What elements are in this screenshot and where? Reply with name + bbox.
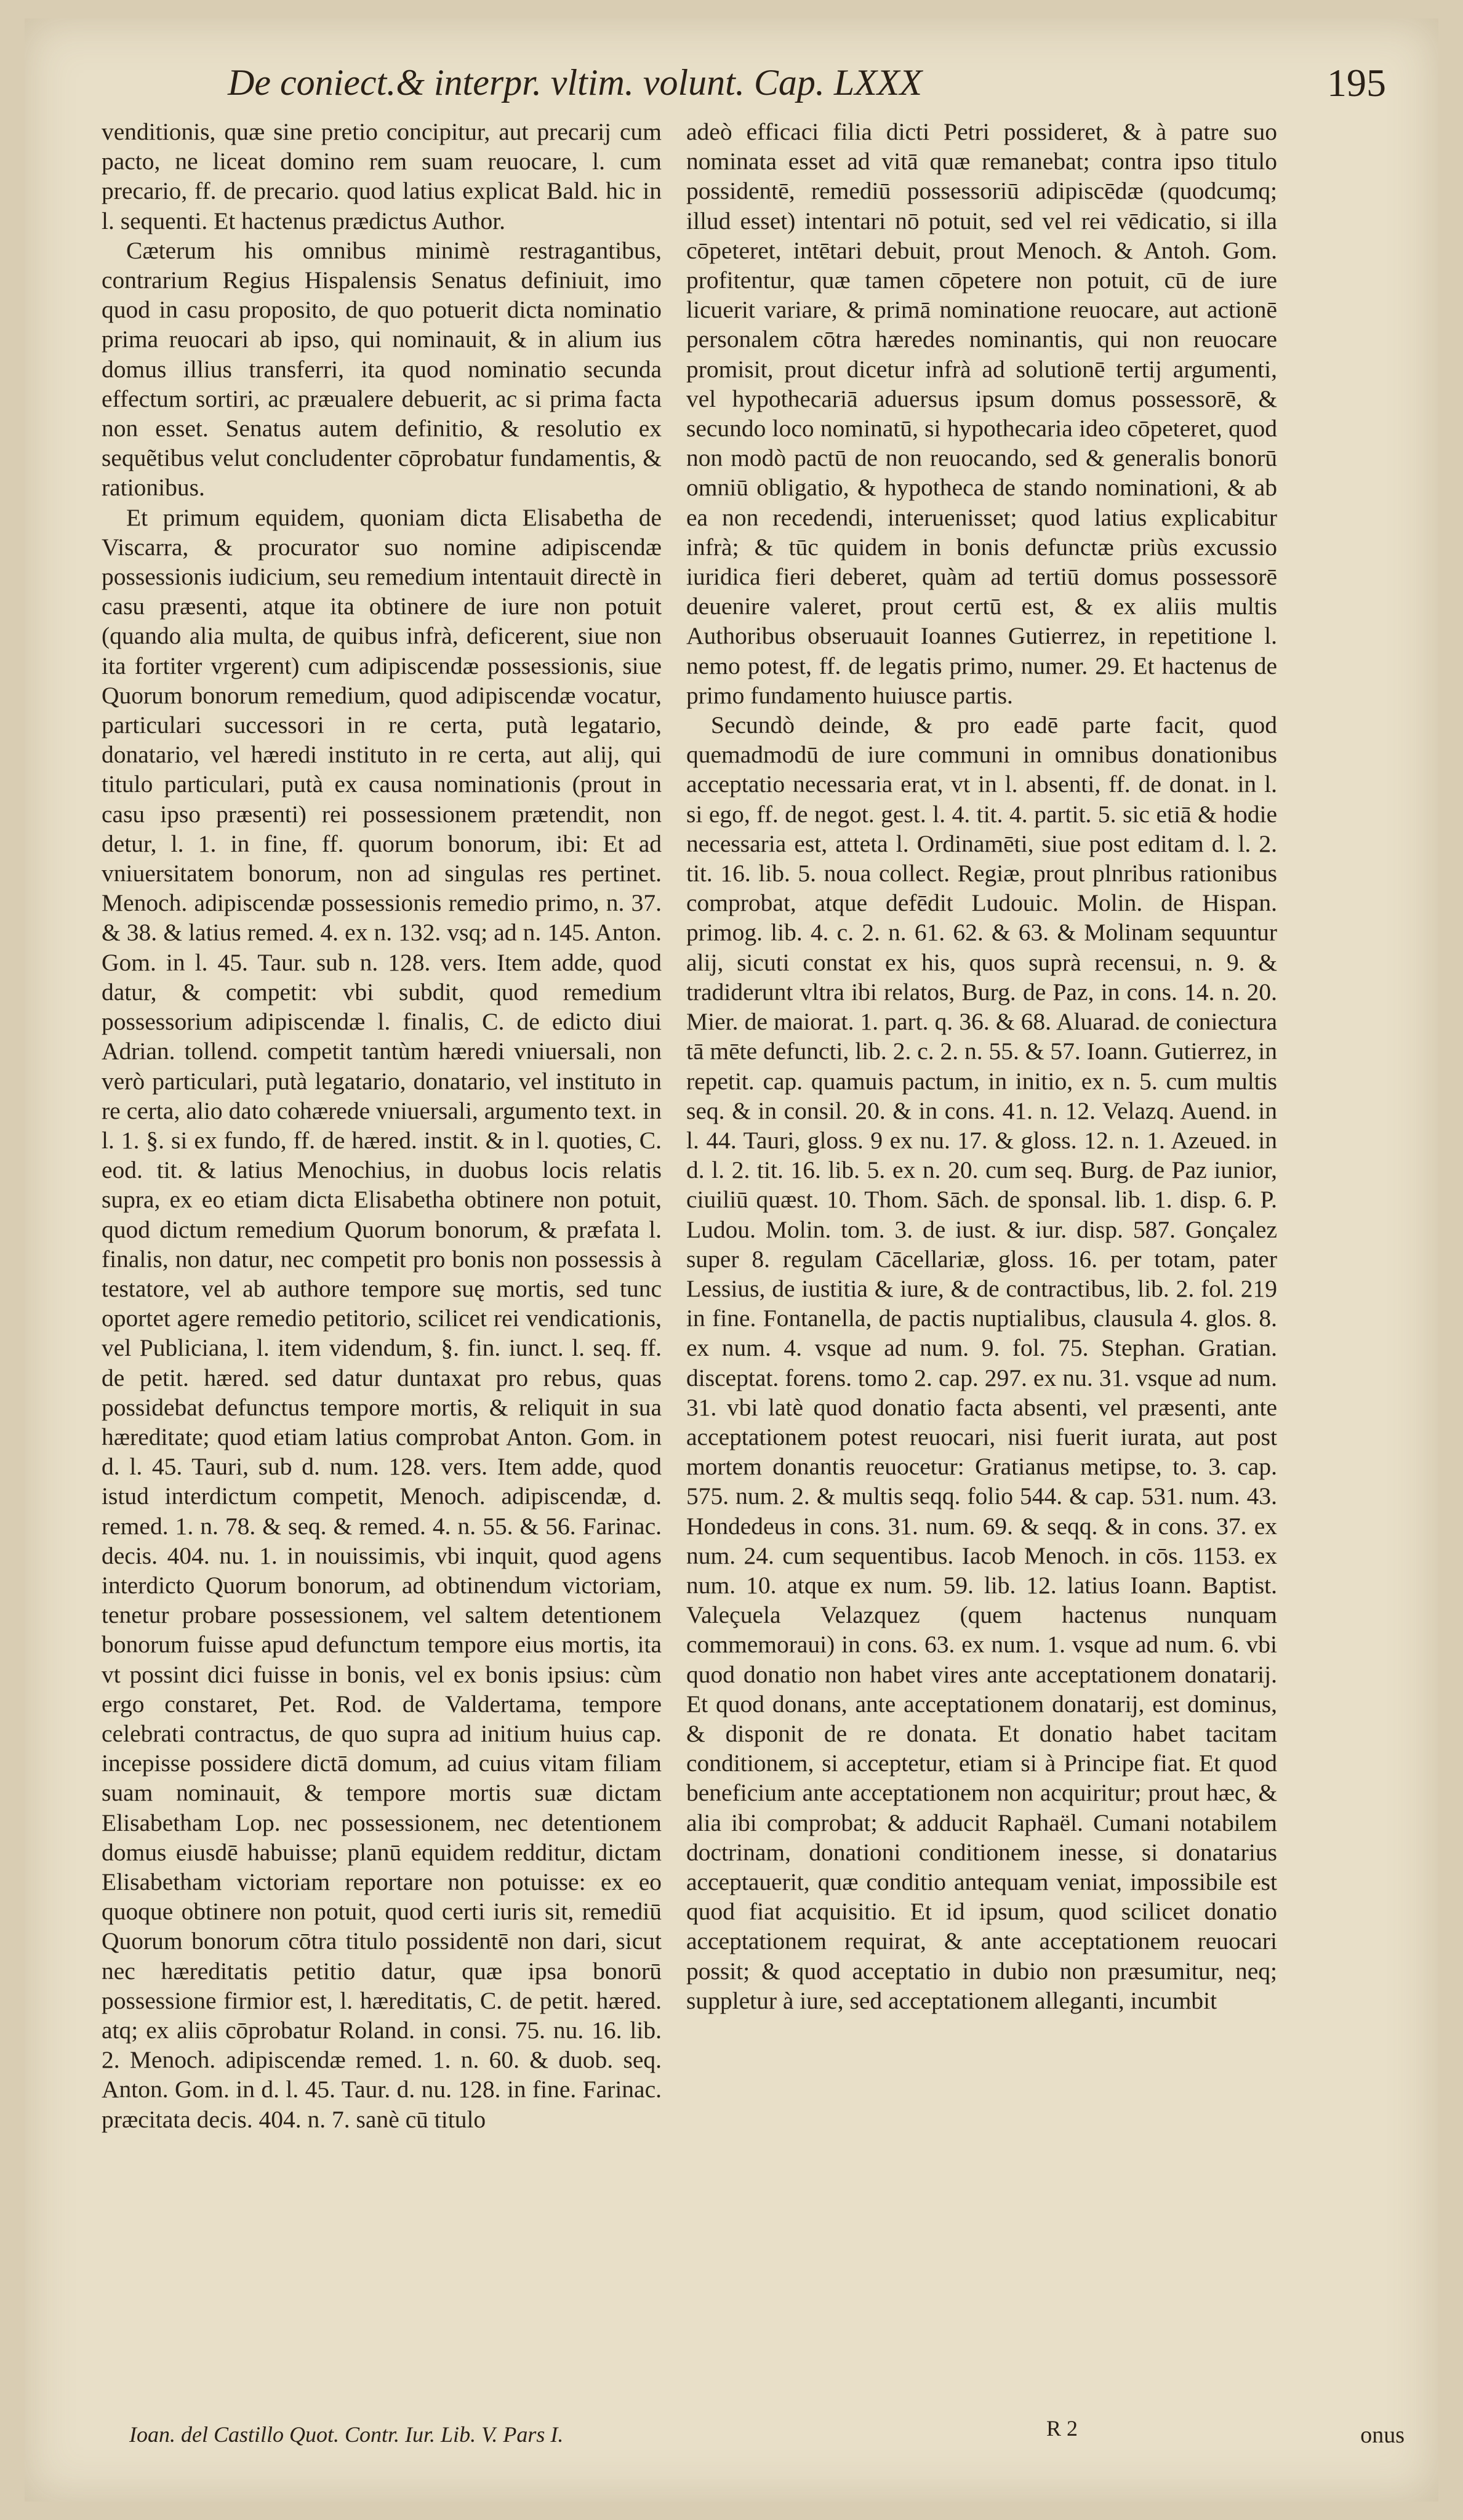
left-paragraph: Et primum equidem, quoniam dicta Elisabetha de Viscarra, & procurator suo nomine adipiscendæ possessionis iudicium, seu remedium intentauit directè in casu præsenti, atque ita obtinere de iure non potuit (quando alia multa, de quibus infrà, deficerent, siue non ita fortiter vrgerent) cum adipiscendæ possessionis, siue Quorum bonorum remedium, quod adipiscendæ vocatur, particulari successori in re certa, putà legatario, donatario, vel hæredi instituto in re certa, aut alij, qui titulo particulari, putà ex causa nominationis (prout in casu ipso præsenti) rei possessionem prætendit, non detur, l. 1. in fine, ff. quorum bonorum, ibi: Et ad vniuersitatem bonorum, non ad singulas res pertinet. Menoch. adipiscendæ possessionis remedio primo, n. 37. & 38. & latius remed. 4. ex n. 132. vsq; ad n. 145. Anton. Gom. in l. 45. Taur. sub n. 128. vers. Item adde, quod datur, & competit: vbi subdit, quod remedium possessorium adipiscendæ l. finalis, C. de edicto diui Adrian. tollend. competit tantùm hæredi vniuersali, non verò particulari, putà legatario, donatario, vel instituto in re certa, alio dato cohærede vniuersali, argumento text. in l. 1. §. si ex fundo, ff. de hæred. instit. & in l. quoties, C. eod. tit. & latius Menochius, in duobus locis relatis supra, ex eo etiam dicta Elisabetha obtinere non potuit, quod dictum remedium Quorum bonorum, & præfata l. finalis, non datur, nec competit pro bonis non possessis à testatore, vel ab authore tempore suę mortis, sed tunc oportet agere remedio petitorio, scilicet rei vendicationis, vel Publiciana, l. item videndum, §. fin. iunct. l. seq. ff. de petit. hæred. sed datur duntaxat pro rebus, quas possidebat defunctus tempore mortis, & reliquit in sua hæreditate; quod etiam latius comprobat Anton. Gom. in d. l. 45. Tauri, sub d. num. 128. vers. Item adde, quod istud interdictum competit, Menoch. adipiscendæ, d. remed. 1. n. 78. & seq. & remed. 4. n. 55. & 56. Farinac. decis. 404. nu. 1. in nouissimis, vbi inquit, quod agens interdicto Quorum bonorum, ad obtinendum victoriam, tenetur probare possessionem, vel saltem detentionem bonorum fuisse apud defunctum tempore eius mortis, ita vt possint dici fuisse in bonis, vel ex bonis ipsius: cùm ergo constaret, Pet. Rod. de Valdertama, tempore celebrati contractus, de quo supra ad initium huius cap. incepisse possidere dictā domum, ad cuius vitam filiam suam nominauit, & tempore mortis suæ dictam Elisabetham Lop. nec possessionem, nec detentionem domus eiusdē habuisse; planū equidem redditur, dictam Elisabetham victoriam reportare non potuisse: ex eo quoque obtinere non potuit, quod certi iuris sit, remediū Quorum bonorum cōtra titulo possidentē non dari, sicut nec hæreditatis petitio datur, quæ ipsa bonorū possessione firmior est, l. hæreditatis, C. de petit. hæred. atq; ex aliis cōprobatur Roland. in consi. 75. nu. 16. lib. 2. Menoch. adipiscendæ remed. 1. n. 60. & duob. seq. Anton. Gom. in d. l. 45. Taur. d. nu. 128. in fine. Farinac. præcitata decis. 404. n. 7. sanè cū titulo <box>102 503 662 2133</box>
right-paragraph: adeò efficaci filia dicti Petri possideret, & à patre suo nominata esset ad vitā quæ remanebat; contra ipso titulo possidentē, remediū possessoriū adipiscēdæ (quodcumq; illud esset) intentari nō potuit, sed vel rei vēdicatio, si illa cōpeteret, intētari debuit, prout Menoch. & Antoh. Gom. profitentur, quæ tamen cōpetere non potuit, cū de iure licuerit variare, & primā nominatione reuocare, aut actionē personalem cōtra hæredes nominantis, qui non reuocare promisit, prout dicetur infrà ad solutionē tertij argumenti, vel hypothecariā aduersus ipsum domus possessorē, & secundo loco nominatū, si hypothecaria ideo cōpeteret, quod non modò pactū de non reuocando, sed & generalis bonorū omniū obligatio, & hypotheca de stando nominationi, & ab ea non recedendi, interuenisset; quod latius explicabitur infrà; & tūc quidem in bonis defunctæ priùs excussio iuridica fieri deberet, quàm ad tertiū domus possessorē deuenire valeret, prout certū est, & ex aliis multis Authoribus obseruauit Ioannes Gutierrez, in repetitione l. nemo potest, ff. de legatis primo, numer. 29. Et hactenus de primo fundamento huiusce partis. <box>686 118 1277 709</box>
running-title: De coniect.& interpr. vltim. volunt. Cap. LXXX <box>228 62 923 103</box>
catchword: onus <box>1360 2422 1405 2448</box>
left-column <box>102 117 662 2134</box>
page-number: 195 <box>1327 61 1386 105</box>
right-column <box>686 117 1277 2015</box>
right-paragraph: Secundò deinde, & pro eadē parte facit, quod quemadmodū de iure communi in omnibus donationibus acceptatio necessaria erat, vt in l. absenti, ff. de donat. in l. si ego, ff. de negot. gest. l. 4. tit. 4. partit. 5. sic etiā & hodie necessaria est, atteta l. Ordinamēti, siue post editam d. l. 2. tit. 16. lib. 5. noua collect. Regiæ, prout plnribus rationibus comprobat, atque defēdit Ludouic. Molin. de Hispan. primog. lib. 4. c. 2. n. 61. 62. & 63. & Molinam sequuntur alij, sicuti constat ex his, quos suprà recensui, n. 9. & tradiderunt vltra ibi relatos, Burg. de Paz, in cons. 14. n. 20. Mier. de maiorat. 1. part. q. 36. & 68. Aluarad. de coniectura tā mēte defuncti, lib. 2. c. 2. n. 55. & 57. Ioann. Gutierrez, in repetit. cap. quamuis pactum, in initio, ex n. 5. cum multis seq. & in consil. 20. & in cons. 41. n. 12. Velazq. Auend. in l. 44. Tauri, gloss. 9 ex nu. 17. & gloss. 12. n. 1. Azeued. in d. l. 2. tit. 16. lib. 5. ex n. 20. cum seq. Burg. de Paz iunior, ciuiliū quæst. 10. Thom. Sāch. de sponsal. lib. 1. disp. 6. P. Ludou. Molin. tom. 3. de iust. & iur. disp. 587. Gonçalez super 8. regulam Cācellariæ, gloss. 16. per totam, pater Lessius, de iustitia & iure, & de contractibus, lib. 2. fol. 219 in fine. Fontanella, de pactis nuptialibus, clausula 4. glos. 8. ex num. 4. vsque ad num. 9. fol. 75. Stephan. Gratian. disceptat. forens. tomo 2. cap. 297. ex nu. 31. vsque ad num. 31. vbi latè quod donatio facta absenti, vel præsenti, ante acceptationem potest reuocari, nisi fuerit iurata, aut post mortem donantis reuocetur: Gratianus metipse, to. 3. cap. 575. num. 2. & multis seqq. folio 544. & cap. 531. num. 43. Hondedeus in cons. 31. num. 69. & seqq. & in cons. 37. ex num. 24. cum sequentibus. Iacob Menoch. in cōs. 1153. ex num. 10. atque ex num. 59. lib. 12. latius Ioann. Baptist. Valeçuela Velazquez (quem hactenus nunquam commemoraui) in cons. 63. ex num. 1. vsque ad num. 6. vbi quod donatio non habet vires ante acceptationem donatarij. Et quod donans, ante acceptationem donatarij, est dominus, & disponit de re donata. Et donatio habet tacitam conditionem, si acceptetur, etiam si à Principe fiat. Et quod beneficium ante acceptationem non acquiritur; prout hæc, & alia ibi comprobat; & adducit Raphaël. Cumani notabilem doctrinam, donationi conditionem inesse, si donatarius acceptauerit, quæ conditio antequam veniat, impossibile est quod fiat acquisitio. Et id ipsum, quod scilicet donatio acceptationem requirat, & ante acceptationem reuocari possit; & quod acceptatio in dubio non præsumitur, neq; suppletur à iure, sed acceptationem alleganti, incumbit <box>686 711 1277 2014</box>
signature-mark: R 2 <box>1046 2416 1078 2441</box>
left-paragraph: Cæterum his omnibus minimè restragantibus, contrarium Regius Hispalensis Senatus definiuit, imo quod in casu proposito, de quo potuerit dicta nominatio prima reuocari ab ipso, qui nominauit, & in alium ius domus illius transferri, ita quod nominatio secunda effectum sortiri, ac præualere debuerit, ac si prima facta non esset. Senatus autem definitio, & resolutio ex sequẽtibus velut concludenter cōprobatur fundamentis, & rationibus. <box>102 236 662 502</box>
left-paragraph: venditionis, quæ sine pretio concipitur, aut precarij cum pacto, ne liceat domino rem suam reuocare, l. cum precario, ff. de precario. quod latius explicat Bald. hic in l. sequenti. Et hactenus prædictus Author. <box>102 118 662 234</box>
footer-citation: Ioan. del Castillo Quot. Contr. Iur. Lib. V. Pars I. <box>129 2422 564 2447</box>
